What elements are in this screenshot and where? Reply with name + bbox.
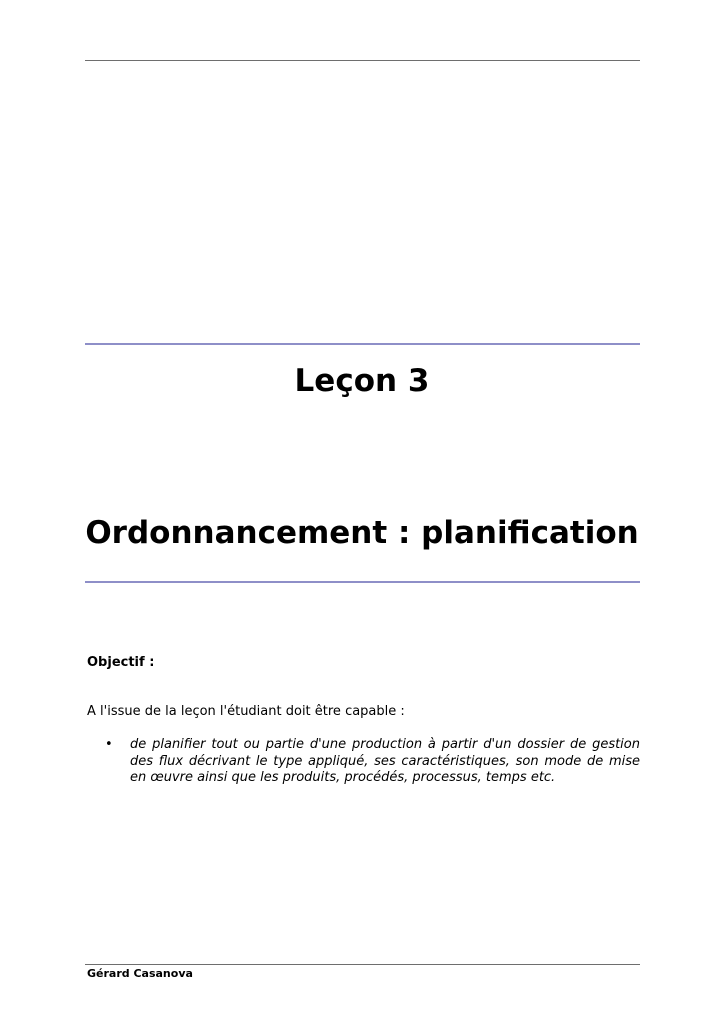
lesson-number-title: Leçon 3 — [294, 363, 430, 399]
objective-bullet-text: de planifier tout ou partie d'une production à partir d'un dossier de gestion des flux décrivant le type appliqué, ses caractéristiques, son mode de mise en œuvre ainsi que les produits, procédés, processus, temps etc. — [130, 737, 640, 785]
header-divider — [85, 60, 640, 61]
footer-author: Gérard Casanova — [87, 967, 193, 980]
footer-divider — [85, 964, 640, 965]
objective-list — [105, 737, 640, 787]
title-bottom-divider — [85, 581, 640, 583]
list-item — [105, 737, 640, 787]
title-top-divider — [85, 343, 640, 345]
objective-intro: A l'issue de la leçon l'étudiant doit être capable : — [87, 704, 405, 719]
bullet-icon: • — [105, 737, 113, 752]
objective-heading: Objectif : — [87, 655, 155, 670]
lesson-subject-title: Ordonnancement : planification — [85, 515, 639, 551]
